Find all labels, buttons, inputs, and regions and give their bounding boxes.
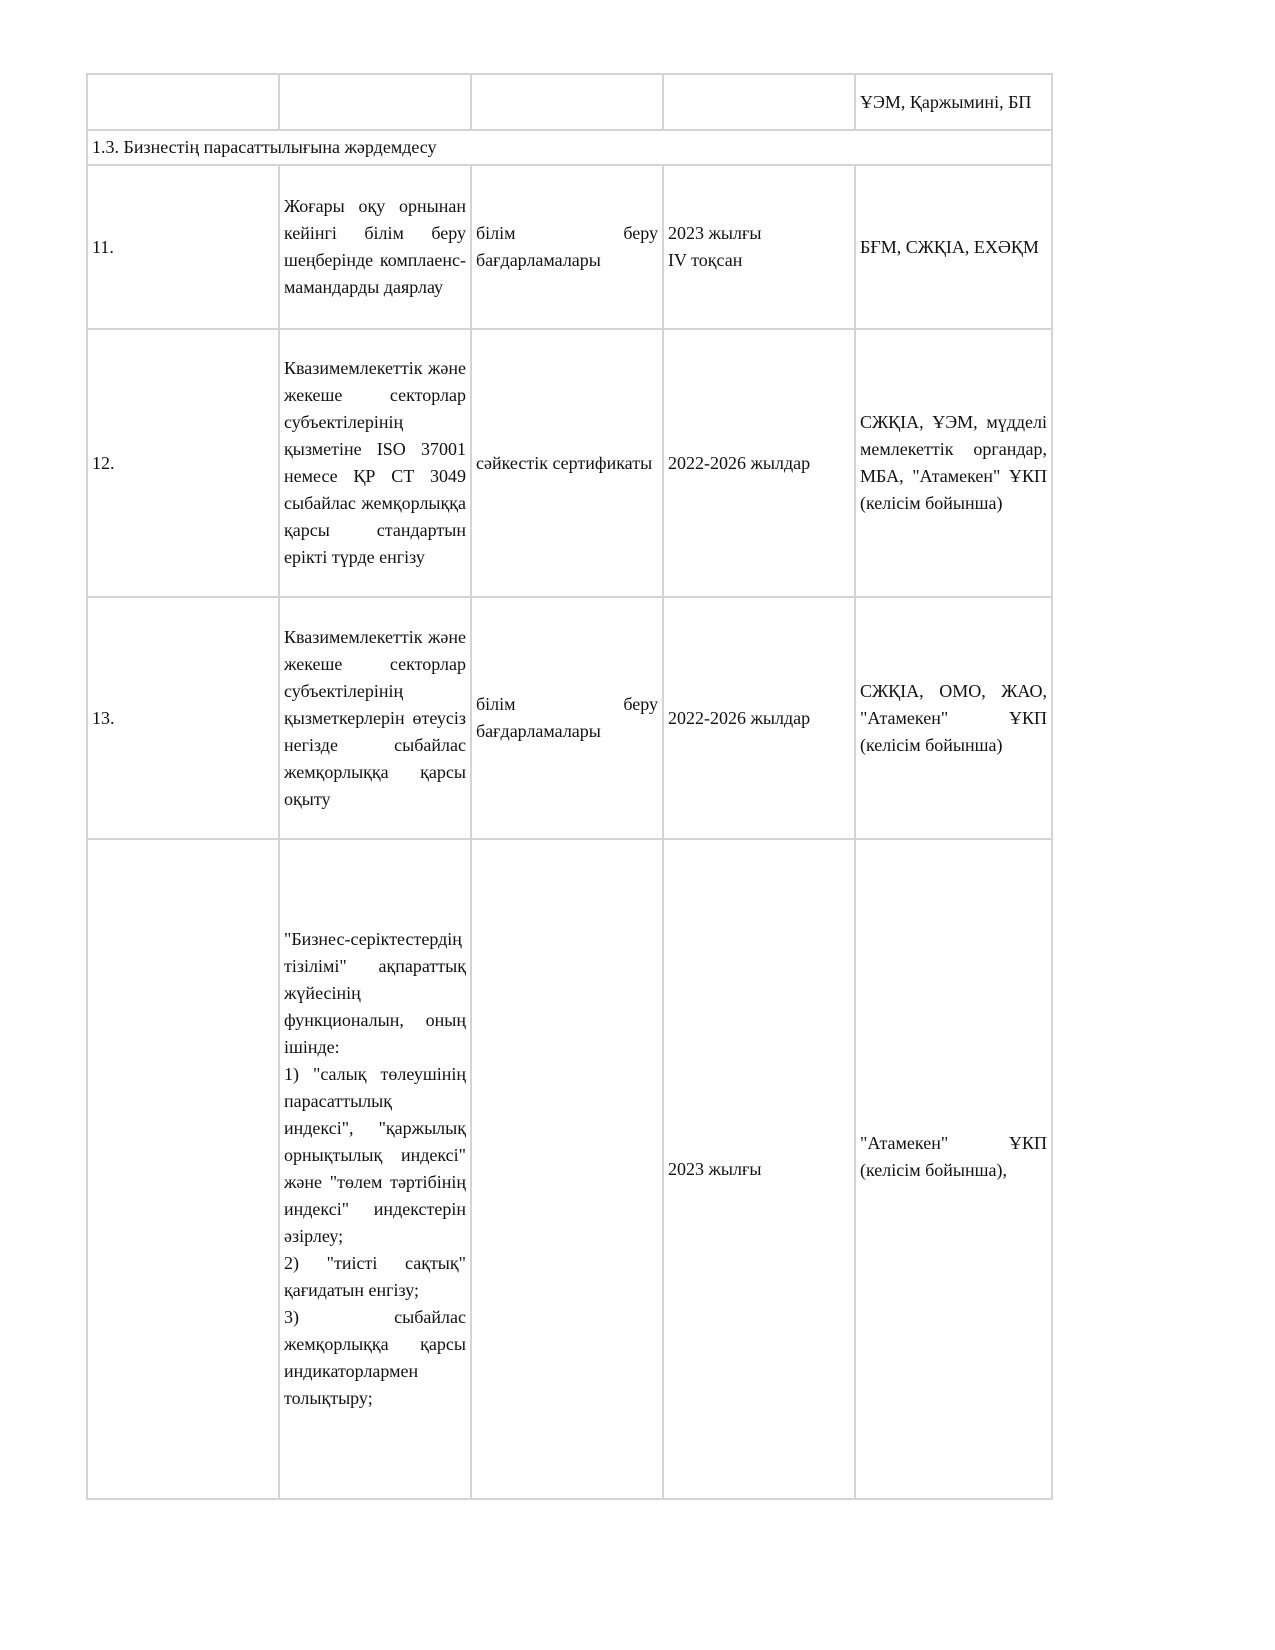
section-row [87, 130, 1052, 165]
responsible-cell: БҒМ, СЖҚІА, ЕХӘҚМ [855, 165, 1052, 329]
table-row [87, 74, 1052, 130]
table-row [87, 597, 1052, 839]
deadline-cell: 2023 жылғы [663, 839, 855, 1499]
table-row [87, 839, 1052, 1499]
deadline-cell: 2023 жылғы IV тоқсан [663, 165, 855, 329]
deadline-cell: 2022-2026 жылдар [663, 329, 855, 597]
row-number [87, 839, 279, 1499]
form-cell [471, 839, 663, 1499]
action-cell: "Бизнес-серіктестердің тізілімі" ақпараттық жүйесінің функционалын, оның ішінде: 1) "салық төлеушінің парасаттылық индексі", "қаржылық орнықтылық индексі" және "төлем тәртібінің индексі" индекстерін әзірлеу; 2) "тиісті сақтық" қағидатын енгізу; 3) сыбайлас жемқорлыққа қарсы индикаторлармен толықтыру; [279, 839, 471, 1499]
table-row [87, 165, 1052, 329]
form-cell: білім беру бағдарламалары [471, 597, 663, 839]
action-cell: Жоғары оқу орнынан кейінгі білім беру шеңберінде комплаенс-мамандарды даярлау [279, 165, 471, 329]
row-number: 13. [87, 597, 279, 839]
action-cell: Квазимемлекеттік және жекеше секторлар субъектілерінің қызметкерлерін өтеусіз негізде сыбайлас жемқорлыққа қарсы оқыту [279, 597, 471, 839]
action-cell [279, 74, 471, 130]
deadline-cell [663, 74, 855, 130]
form-cell: білім беру бағдарламалары [471, 165, 663, 329]
action-cell: Квазимемлекеттік және жекеше секторлар субъектілерінің қызметіне ISO 37001 немесе ҚР СТ 3049 сыбайлас жемқорлыққа қарсы стандартын ерікті түрде енгізу [279, 329, 471, 597]
row-number [87, 74, 279, 130]
row-number: 11. [87, 165, 279, 329]
form-cell: сәйкестік сертификаты [471, 329, 663, 597]
row-number: 12. [87, 329, 279, 597]
action-plan-table [86, 73, 1053, 1500]
table-row [87, 329, 1052, 597]
deadline-cell: 2022-2026 жылдар [663, 597, 855, 839]
responsible-cell: СЖҚІА, ОМО, ЖАО, "Атамекен" ҰКП (келісім бойынша) [855, 597, 1052, 839]
responsible-cell: СЖҚІА, ҰЭМ, мүдделі мемлекеттік органдар, МБА, "Атамекен" ҰКП (келісім бойынша) [855, 329, 1052, 597]
responsible-cell: "Атамекен" ҰКП (келісім бойынша), [855, 839, 1052, 1499]
form-cell [471, 74, 663, 130]
section-title: 1.3. Бизнестің парасаттылығына жәрдемдесу [87, 130, 1052, 165]
responsible-cell: ҰЭМ, Қаржымині, БП [855, 74, 1052, 130]
